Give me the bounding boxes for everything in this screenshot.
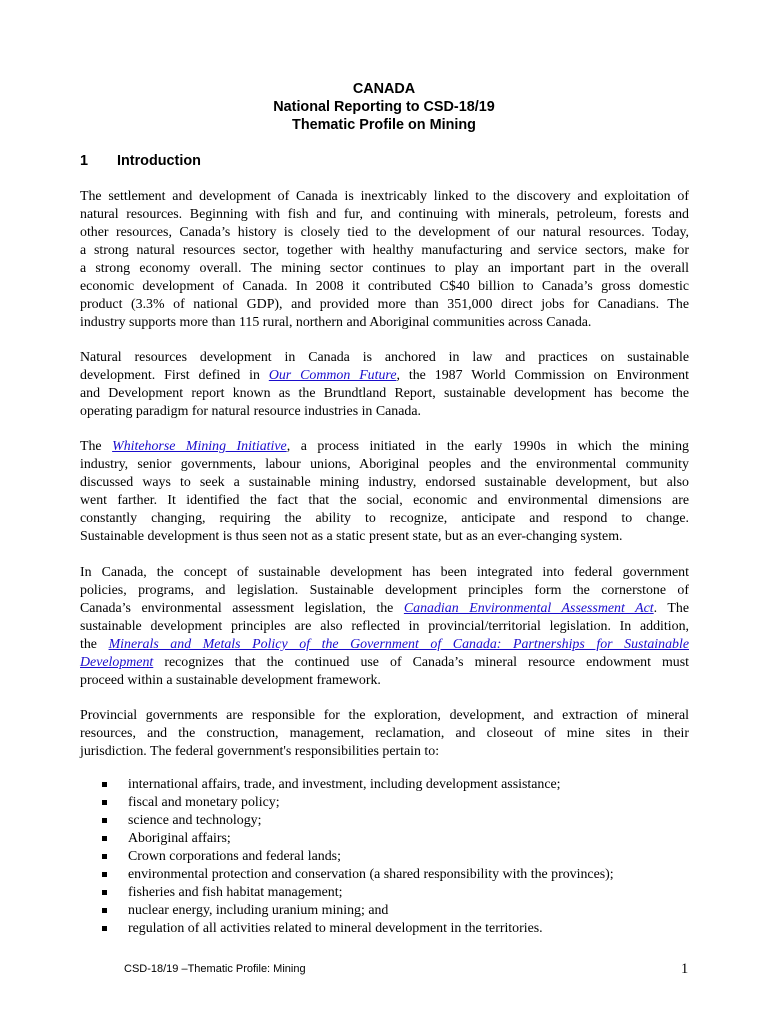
paragraph-line: a strong economy overall. The mining sector continues to play an important part in the overall — [80, 261, 689, 276]
paragraph-line: natural resources. Beginning with fish and fur, and continuing with minerals, petroleum, forests and — [80, 207, 689, 222]
paragraph-line: proceed within a sustainable development framework. — [80, 673, 381, 688]
square-bullet-icon — [102, 890, 107, 895]
minerals-metals-policy-link[interactable]: Minerals and Metals Policy of the Government of Canada: Partnerships for Sustainable — [108, 637, 689, 652]
list-item — [80, 866, 700, 884]
list-item-text: Aboriginal affairs; — [128, 831, 231, 846]
list-item-text: Crown corporations and federal lands; — [128, 849, 341, 864]
paragraph-line: went farther. It identified the fact that the social, economic and environmental dimensions are — [80, 493, 689, 508]
paragraph-3 — [80, 438, 689, 546]
minerals-metals-policy-link-continued[interactable]: Development — [80, 655, 154, 670]
list-item-text: regulation of all activities related to mineral development in the territories. — [128, 921, 543, 936]
list-item — [80, 794, 700, 812]
paragraph-line — [80, 438, 689, 456]
page-number: 1 — [681, 961, 689, 977]
paragraph-line: constantly changing, requiring the ability to recognize, anticipate and respond to change. — [80, 511, 689, 526]
text-segment: . The — [653, 601, 689, 616]
paragraph-line — [80, 636, 689, 654]
list-item — [80, 812, 700, 830]
text-segment: development. First defined in — [80, 368, 269, 383]
text-segment: recognizes that the continued use of Canada’s mineral resource endowment must — [153, 655, 689, 670]
paragraph-line: policies, programs, and legislation. Sustainable development principles form the cornerstone of — [80, 583, 689, 598]
paragraph-line: and Development report known as the Brundtland Report, sustainable development has become the — [80, 386, 689, 401]
square-bullet-icon — [102, 818, 107, 823]
paragraph-line: industry supports more than 115 rural, northern and Aboriginal communities across Canada. — [80, 315, 592, 330]
section-number: 1 — [80, 153, 89, 169]
paragraph-line: product (3.3% of national GDP), and provided more than 351,000 direct jobs for Canadians. The — [80, 297, 689, 312]
footer-label: CSD-18/19 –Thematic Profile: Mining — [124, 963, 306, 975]
list-item-text: nuclear energy, including uranium mining; and — [128, 903, 389, 918]
paragraph-line: In Canada, the concept of sustainable development has been integrated into federal government — [80, 565, 689, 580]
square-bullet-icon — [102, 782, 107, 787]
square-bullet-icon — [102, 800, 107, 805]
paragraph-1 — [80, 188, 689, 332]
paragraph-line: jurisdiction. The federal government's responsibilities pertain to: — [80, 744, 440, 759]
text-segment: Canada’s environmental assessment legislation, the — [80, 601, 404, 616]
whitehorse-mining-initiative-link[interactable]: Whitehorse Mining Initiative — [112, 439, 287, 454]
paragraph-line — [80, 654, 689, 672]
list-item-text: fisheries and fish habitat management; — [128, 885, 343, 900]
paragraph-line — [80, 367, 689, 385]
header-report-title: National Reporting to CSD-18/19 — [273, 99, 495, 115]
document-header — [0, 80, 768, 134]
section-heading — [80, 152, 201, 170]
paragraph-line: operating paradigm for natural resource industries in Canada. — [80, 404, 421, 419]
paragraph-line: Natural resources development in Canada is anchored in law and practices on sustainable — [80, 350, 689, 365]
list-item — [80, 830, 700, 848]
paragraph-5 — [80, 707, 689, 761]
paragraph-line: Provincial governments are responsible for the exploration, development, and extraction of mineral — [80, 708, 689, 723]
paragraph-2 — [80, 349, 689, 421]
paragraph-line: economic development of Canada. In 2008 it contributed C$40 billion to Canada’s gross domestic — [80, 279, 689, 294]
text-segment: the — [80, 637, 109, 652]
text-segment: The — [80, 439, 113, 454]
list-item — [80, 848, 700, 866]
list-item — [80, 920, 700, 938]
paragraph-line: The settlement and development of Canada is inextricably linked to the discovery and exploitation of — [80, 189, 689, 204]
paragraph-line: resources, and the construction, management, reclamation, and closeout of mine sites in their — [80, 726, 689, 741]
list-item-text: science and technology; — [128, 813, 262, 828]
list-item-text: international affairs, trade, and investment, including development assistance; — [128, 777, 561, 792]
paragraph-line: sustainable development principles are also reflected in provincial/territorial legislation. In addition, — [80, 619, 689, 634]
square-bullet-icon — [102, 908, 107, 913]
canadian-environmental-assessment-act-link[interactable]: Canadian Environmental Assessment Act — [403, 601, 654, 616]
paragraph-line: Sustainable development is thus seen not as a static present state, but as an ever-changing system. — [80, 529, 623, 544]
square-bullet-icon — [102, 872, 107, 877]
section-title: Introduction — [117, 153, 201, 169]
paragraph-line: other resources, Canada’s history is closely tied to the development of our natural resources. Today, — [80, 225, 689, 240]
text-segment: , the 1987 World Commission on Environment — [396, 368, 689, 383]
paragraph-line: discussed ways to seek a sustainable mining industry, endorsed sustainable development, but also — [80, 475, 689, 490]
paragraph-line — [80, 600, 689, 618]
responsibilities-list — [80, 776, 700, 938]
square-bullet-icon — [102, 854, 107, 859]
list-item — [80, 776, 700, 794]
paragraph-line: a strong natural resources sector, together with healthy manufacturing and service sectors, make for — [80, 243, 689, 258]
paragraph-4 — [80, 564, 689, 690]
header-country: CANADA — [352, 81, 416, 97]
square-bullet-icon — [102, 926, 107, 931]
list-item — [80, 884, 700, 902]
header-profile-title: Thematic Profile on Mining — [292, 117, 476, 133]
square-bullet-icon — [102, 836, 107, 841]
list-item-text: fiscal and monetary policy; — [128, 795, 280, 810]
list-item — [80, 902, 700, 920]
text-segment: , a process initiated in the early 1990s in which the mining — [286, 439, 689, 454]
paragraph-line: industry, senior governments, labour unions, Aboriginal peoples and the environmental community — [80, 457, 689, 472]
our-common-future-link[interactable]: Our Common Future — [268, 368, 397, 383]
list-item-text: environmental protection and conservation (a shared responsibility with the provinces); — [128, 867, 614, 882]
